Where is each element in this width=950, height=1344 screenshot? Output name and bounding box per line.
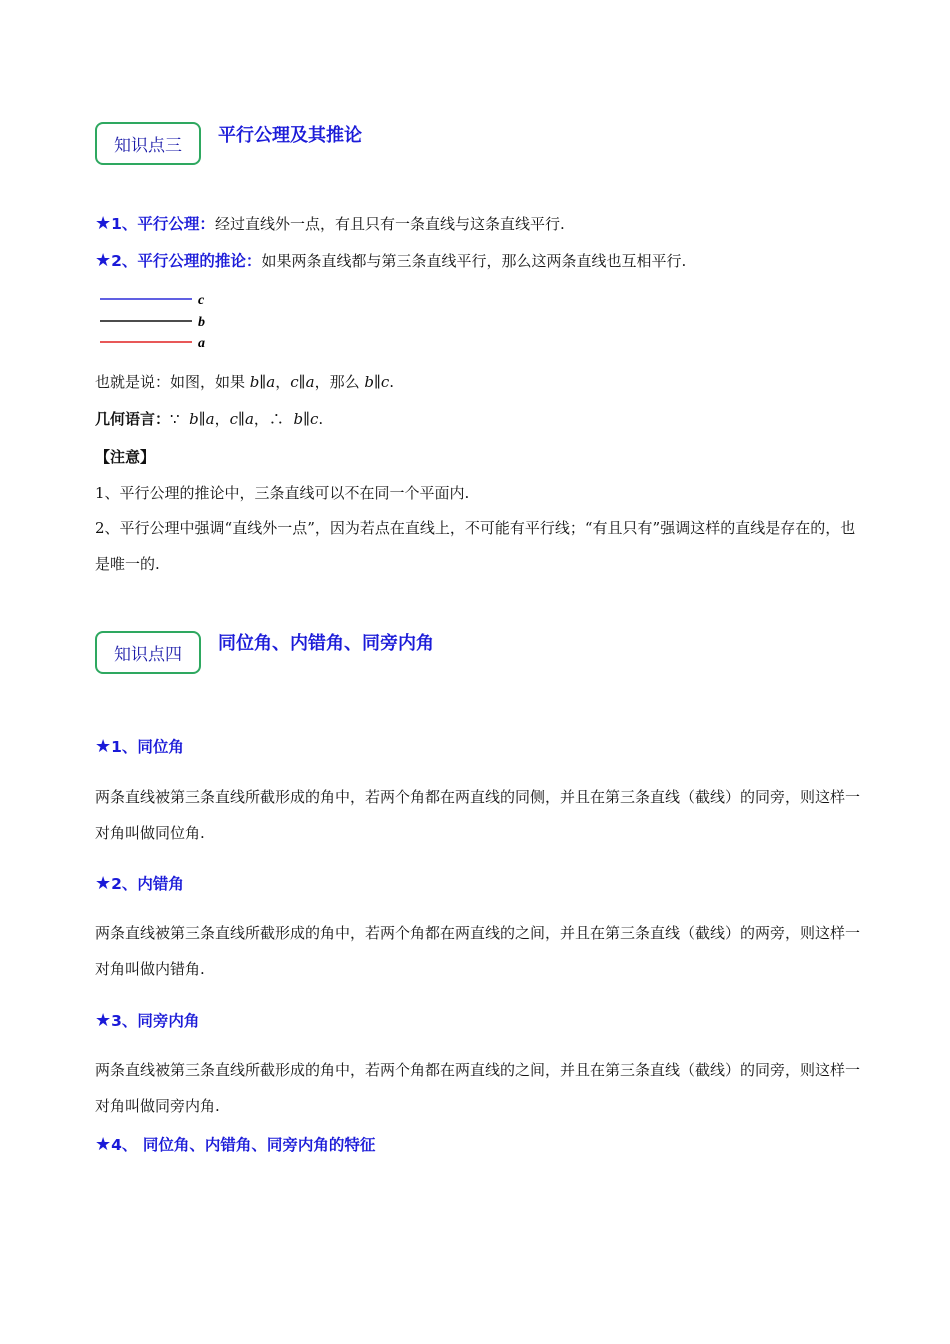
star-icon: ★ — [95, 1010, 112, 1031]
line-c-label: c — [198, 293, 205, 308]
star-icon: ★ — [95, 250, 112, 271]
line-a-label: a — [198, 336, 205, 350]
period: . — [318, 410, 324, 428]
subsection-heading-label: 1、同位角 — [111, 738, 184, 756]
axiom-label: 1、平行公理： — [111, 215, 215, 233]
separator: ， — [275, 373, 291, 391]
star-icon: ★ — [95, 1134, 112, 1155]
explanation-prefix: 也就是说：如图，如果 — [95, 373, 250, 391]
corollary-item — [95, 251, 686, 271]
section-badge-label: 知识点四 — [114, 645, 182, 665]
relation: b∥c — [293, 410, 319, 428]
subsection-heading-label: 2、内错角 — [111, 875, 184, 893]
subsection-heading-label: 4、 同位角、内错角、同旁内角的特征 — [111, 1136, 376, 1154]
parallel-lines-figure — [95, 288, 225, 350]
relation: b∥c — [364, 373, 390, 391]
section-title: 同位角、内错角、同旁内角 — [218, 633, 434, 654]
subsection-heading — [95, 1133, 375, 1155]
separator: ， — [214, 410, 230, 428]
star-icon: ★ — [95, 213, 112, 234]
therefore-symbol: ∴ — [268, 410, 284, 428]
definition-paragraph: 两条直线被第三条直线所截形成的角中，若两个角都在两直线的之间，并且在第三条直线（截线）的两旁，则这样一对角叫做内错角. — [95, 924, 861, 978]
section-badge-label: 知识点三 — [114, 136, 182, 156]
axiom-text: 经过直线外一点，有且只有一条直线与这条直线平行. — [214, 215, 565, 233]
subsection-heading-label: 3、同旁内角 — [111, 1012, 200, 1030]
star-icon: ★ — [95, 873, 112, 894]
corollary-label: 2、平行公理的推论： — [111, 252, 262, 270]
corollary-text: 如果两条直线都与第三条直线平行，那么这两条直线也互相平行. — [261, 252, 687, 270]
geometry-language-label: 几何语言： — [95, 410, 171, 428]
subsection-heading — [95, 1009, 199, 1031]
note-2: 2、平行公理中强调“直线外一点”，因为若点在直线上，不可能有平行线；“有且只有”强调这样的直线是存在的，也是唯一的. — [95, 519, 856, 573]
relation: c∥a — [290, 373, 315, 391]
subsection-heading — [95, 872, 184, 894]
definition-paragraph: 两条直线被第三条直线所截形成的角中，若两个角都在两直线的同侧，并且在第三条直线（截线）的同旁，则这样一对角叫做同位角. — [95, 788, 861, 842]
section-badge — [95, 631, 201, 674]
explanation-then: ，那么 — [314, 373, 365, 391]
relation: c∥a — [229, 410, 254, 428]
relation: b∥a — [189, 410, 215, 428]
note-title: 【注意】 — [95, 448, 156, 466]
because-symbol: ∵ — [170, 410, 180, 428]
definition-paragraph: 两条直线被第三条直线所截形成的角中，若两个角都在两直线的之间，并且在第三条直线（截线）的同旁，则这样一对角叫做同旁内角. — [95, 1061, 861, 1115]
note-1: 1、平行公理的推论中，三条直线可以不在同一个平面内. — [95, 484, 470, 502]
separator: ， — [253, 410, 269, 428]
geometry-language-line — [95, 410, 323, 429]
line-b-label: b — [198, 315, 205, 330]
subsection-heading — [95, 735, 184, 757]
period: . — [389, 373, 395, 391]
section-badge — [95, 122, 201, 165]
star-icon: ★ — [95, 736, 112, 757]
explanation-line — [95, 373, 394, 392]
axiom-item — [95, 214, 565, 234]
section-title: 平行公理及其推论 — [218, 125, 362, 146]
relation: b∥a — [249, 373, 276, 391]
